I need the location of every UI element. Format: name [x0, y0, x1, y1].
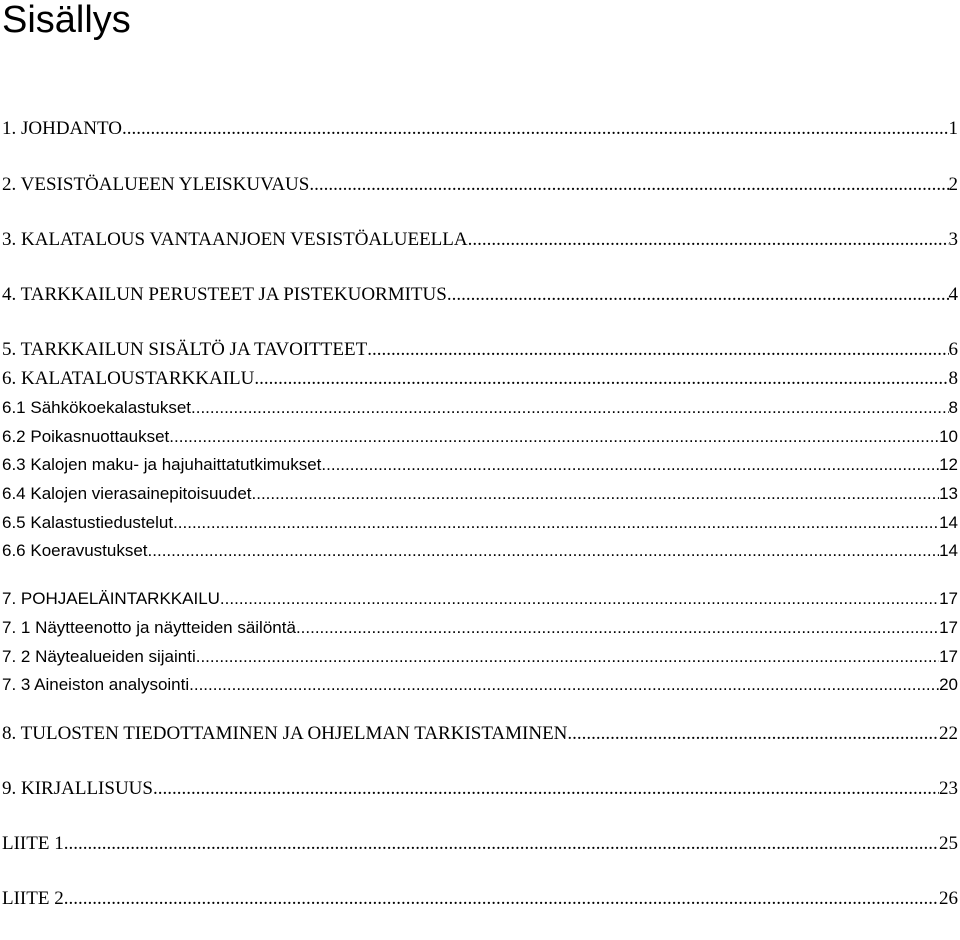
toc-entry-page: 17: [939, 589, 958, 608]
toc-entry-poikasnuottaukset[interactable]: [2, 424, 958, 448]
toc-leader-dots: [196, 646, 939, 668]
toc-entry-page: 3: [948, 229, 958, 250]
toc-entry-label: 1. JOHDANTO: [2, 118, 122, 139]
toc-entry-label: LIITE 2: [2, 888, 64, 909]
toc-entry-page: 2: [948, 174, 958, 195]
toc-entry-label: 6.5 Kalastustiedustelut: [2, 513, 174, 532]
toc-entry-label: 6.3 Kalojen maku- ja hajuhaittatutkimukset: [2, 455, 322, 474]
toc-entry-label: 7. 2 Näytealueiden sijainti: [2, 647, 196, 666]
toc-entry-maku-hajuhaitta[interactable]: [2, 452, 958, 476]
toc-entry-vierasainepitoisuudet[interactable]: [2, 481, 958, 505]
toc-entry-label: 4. TARKKAILUN PERUSTEET JA PISTEKUORMITUS: [2, 284, 447, 305]
toc-entry-kalatalous[interactable]: [2, 227, 958, 251]
toc-entry-page: 22: [939, 723, 958, 744]
toc-entry-tulosten-tiedottaminen[interactable]: [2, 721, 958, 745]
toc-entry-naytealueiden-sijainti[interactable]: [2, 644, 958, 668]
toc-entry-label: 9. KIRJALLISUUS: [2, 778, 153, 799]
toc-entry-page: 10: [939, 427, 958, 446]
toc-entry-label: 2. VESISTÖALUEEN YLEISKUVAUS: [2, 174, 310, 195]
toc-leader-dots: [220, 588, 939, 610]
toc-leader-dots: [321, 454, 939, 476]
toc-leader-dots: [64, 888, 939, 910]
toc-entry-page: 8: [948, 398, 958, 417]
toc-entry-sahkokoekalastukset[interactable]: [2, 395, 958, 419]
toc-leader-dots: [189, 674, 939, 696]
toc-entry-page: 14: [939, 513, 958, 532]
toc-entry-label: 8. TULOSTEN TIEDOTTAMINEN JA OHJELMAN TARKISTAMINEN: [2, 723, 568, 744]
toc-entry-page: 23: [939, 778, 958, 799]
toc-leader-dots: [252, 483, 940, 505]
toc-leader-dots: [296, 617, 939, 639]
toc-entry-page: 26: [939, 888, 958, 909]
toc-entry-page: 17: [939, 618, 958, 637]
toc-entry-tarkkailun-perusteet[interactable]: [2, 282, 958, 306]
toc-leader-dots: [64, 833, 939, 855]
toc-leader-dots: [122, 118, 949, 140]
toc-entry-label: 7. 1 Näytteenotto ja näytteiden säilöntä: [2, 618, 296, 637]
toc-entry-aineiston-analysointi[interactable]: [2, 672, 958, 696]
toc-leader-dots: [254, 368, 948, 390]
toc-leader-dots: [447, 284, 949, 306]
toc-entry-page: 8: [948, 368, 958, 389]
toc-entry-label: LIITE 1: [2, 833, 64, 854]
toc-entry-page: 1: [948, 118, 958, 139]
toc-leader-dots: [173, 512, 939, 534]
toc-entry-liite-2[interactable]: [2, 886, 958, 910]
toc-entry-page: 12: [939, 455, 958, 474]
toc-entry-koeravustukset[interactable]: [2, 538, 958, 562]
toc-leader-dots: [367, 339, 948, 361]
toc-entry-label: 6.2 Poikasnuottaukset: [2, 427, 170, 446]
toc-entry-kalastustiedustelut[interactable]: [2, 510, 958, 534]
toc-entry-page: 6: [948, 339, 958, 360]
toc-entry-label: 5. TARKKAILUN SISÄLTÖ JA TAVOITTEET: [2, 339, 368, 360]
toc-entry-label: 6.1 Sähkökoekalastukset: [2, 398, 192, 417]
toc-entry-liite-1[interactable]: [2, 831, 958, 855]
toc-entry-vesistoalueen-yleiskuvaus[interactable]: [2, 172, 958, 196]
toc-entry-page: 4: [948, 284, 958, 305]
toc-leader-dots: [567, 723, 939, 745]
toc-entry-page: 14: [939, 541, 958, 560]
toc-entry-johdanto[interactable]: [2, 116, 958, 140]
toc-entry-page: 20: [939, 675, 958, 694]
toc-entry-page: 25: [939, 833, 958, 854]
toc-entry-label: 6. KALATALOUSTARKKAILU: [2, 368, 255, 389]
toc-entry-label: 7. POHJAELÄINTARKKAILU: [2, 589, 220, 608]
toc-entry-pohjaelaintarkkailu[interactable]: [2, 586, 958, 610]
toc-leader-dots: [148, 540, 940, 562]
toc-leader-dots: [191, 397, 949, 419]
toc-entry-label: 6.6 Koeravustukset: [2, 541, 148, 560]
toc-entry-tarkkailun-sisalto[interactable]: [2, 337, 958, 361]
toc-leader-dots: [169, 426, 939, 448]
toc-entry-kirjallisuus[interactable]: [2, 776, 958, 800]
toc-entry-kalataloustarkkailu[interactable]: [2, 366, 958, 390]
toc-entry-label: 3. KALATALOUS VANTAANJOEN VESISTÖALUEELLA: [2, 229, 468, 250]
page-title: Sisällys: [2, 0, 131, 41]
toc-entry-page: 13: [939, 484, 958, 503]
toc-entry-label: 7. 3 Aineiston analysointi: [2, 675, 190, 694]
toc-leader-dots: [468, 229, 949, 251]
toc-entry-naytteenotto[interactable]: [2, 615, 958, 639]
toc-leader-dots: [153, 778, 939, 800]
toc-leader-dots: [309, 174, 948, 196]
toc-entry-page: 17: [939, 647, 958, 666]
toc-entry-label: 6.4 Kalojen vierasainepitoisuudet: [2, 484, 252, 503]
